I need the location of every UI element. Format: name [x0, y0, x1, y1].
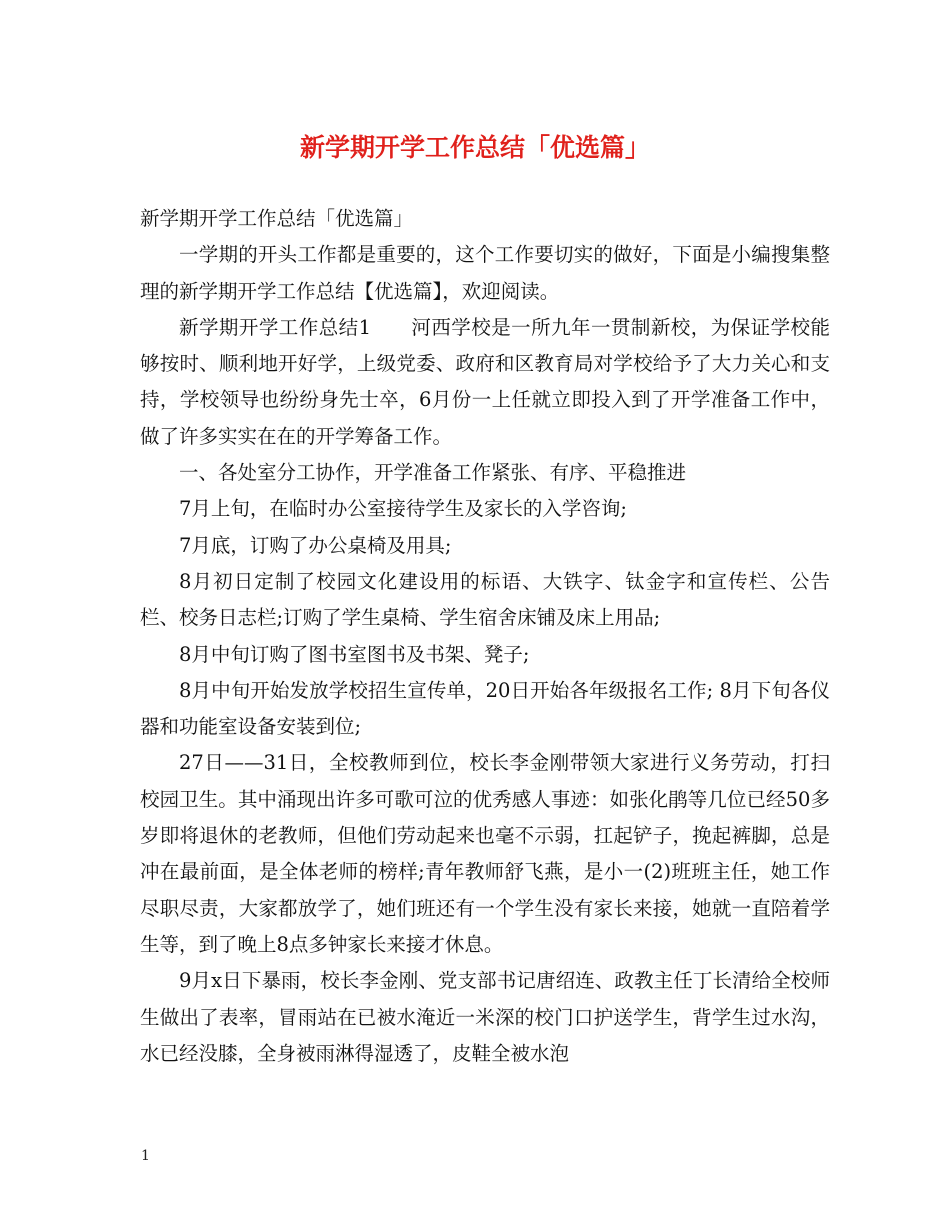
paragraph-section-heading: 一、各处室分工协作，开学准备工作紧张、有序、平稳推进	[179, 461, 687, 485]
page-number: 1	[141, 1148, 150, 1164]
document-body	[140, 201, 830, 1072]
paragraph-august-mid-enrollment: 8月中旬开始发放学校招生宣传单，20日开始各年级报名工作; 8月下旬各仪器和功能室设备安装到位;	[140, 678, 830, 739]
paragraph-teachers-arrive: 27日——31日，全校教师到位，校长李金刚带领大家进行义务劳动，打扫校园卫生。其中涌现出许多可歌可泣的优秀感人事迹：如张化鹃等几位已经50多岁即将退休的老教师，但他们劳动起来也毫不示弱，扛起铲子，挽起裤脚，总是冲在最前面，是全体老师的榜样;青年教师舒飞燕，是小一(2)班班主任，她工作尽职尽责，大家都放学了，她们班还有一个学生没有家长来接，她就一直陪着学生等，到了晚上8点多钟家长来接才休息。	[140, 751, 830, 956]
paragraph-august-early: 8月初日定制了校园文化建设用的标语、大铁字、钛金字和宣传栏、公告栏、校务日志栏;订购了学生桌椅、学生宿舍床铺及床上用品;	[140, 569, 830, 630]
paragraph-july-early: 7月上旬，在临时办公室接待学生及家长的入学咨询;	[179, 497, 627, 521]
paragraph-summary-1: 新学期开学工作总结1 河西学校是一所九年一贯制新校，为保证学校能够按时、顺利地开好学，上级党委、政府和区教育局对学校给予了大力关心和支持，学校领导也纷纷身先士卒，6月份一上任就立即投入到了开学准备工作中，做了许多实实在在的开学筹备工作。	[140, 315, 830, 448]
paragraph-august-mid-books: 8月中旬订购了图书室图书及书架、凳子;	[179, 642, 530, 666]
page-title: 新学期开学工作总结「优选篇」	[299, 133, 650, 162]
paragraph-september-rain: 9月x日下暴雨，校长李金刚、党支部书记唐绍连、政教主任丁长清给全校师生做出了表率，冒雨站在已被水淹近一米深的校门口护送学生，背学生过水沟，水已经没膝，全身被雨淋得湿透了，皮鞋全被水泡	[140, 969, 830, 1065]
paragraph-doc-heading: 新学期开学工作总结「优选篇」	[140, 207, 414, 230]
paragraph-july-end: 7月底，订购了办公桌椅及用具;	[179, 533, 452, 557]
paragraph-intro: 一学期的开头工作都是重要的，这个工作要切实的做好，下面是小编搜集整理的新学期开学工作总结【优选篇】，欢迎阅读。	[140, 243, 830, 303]
